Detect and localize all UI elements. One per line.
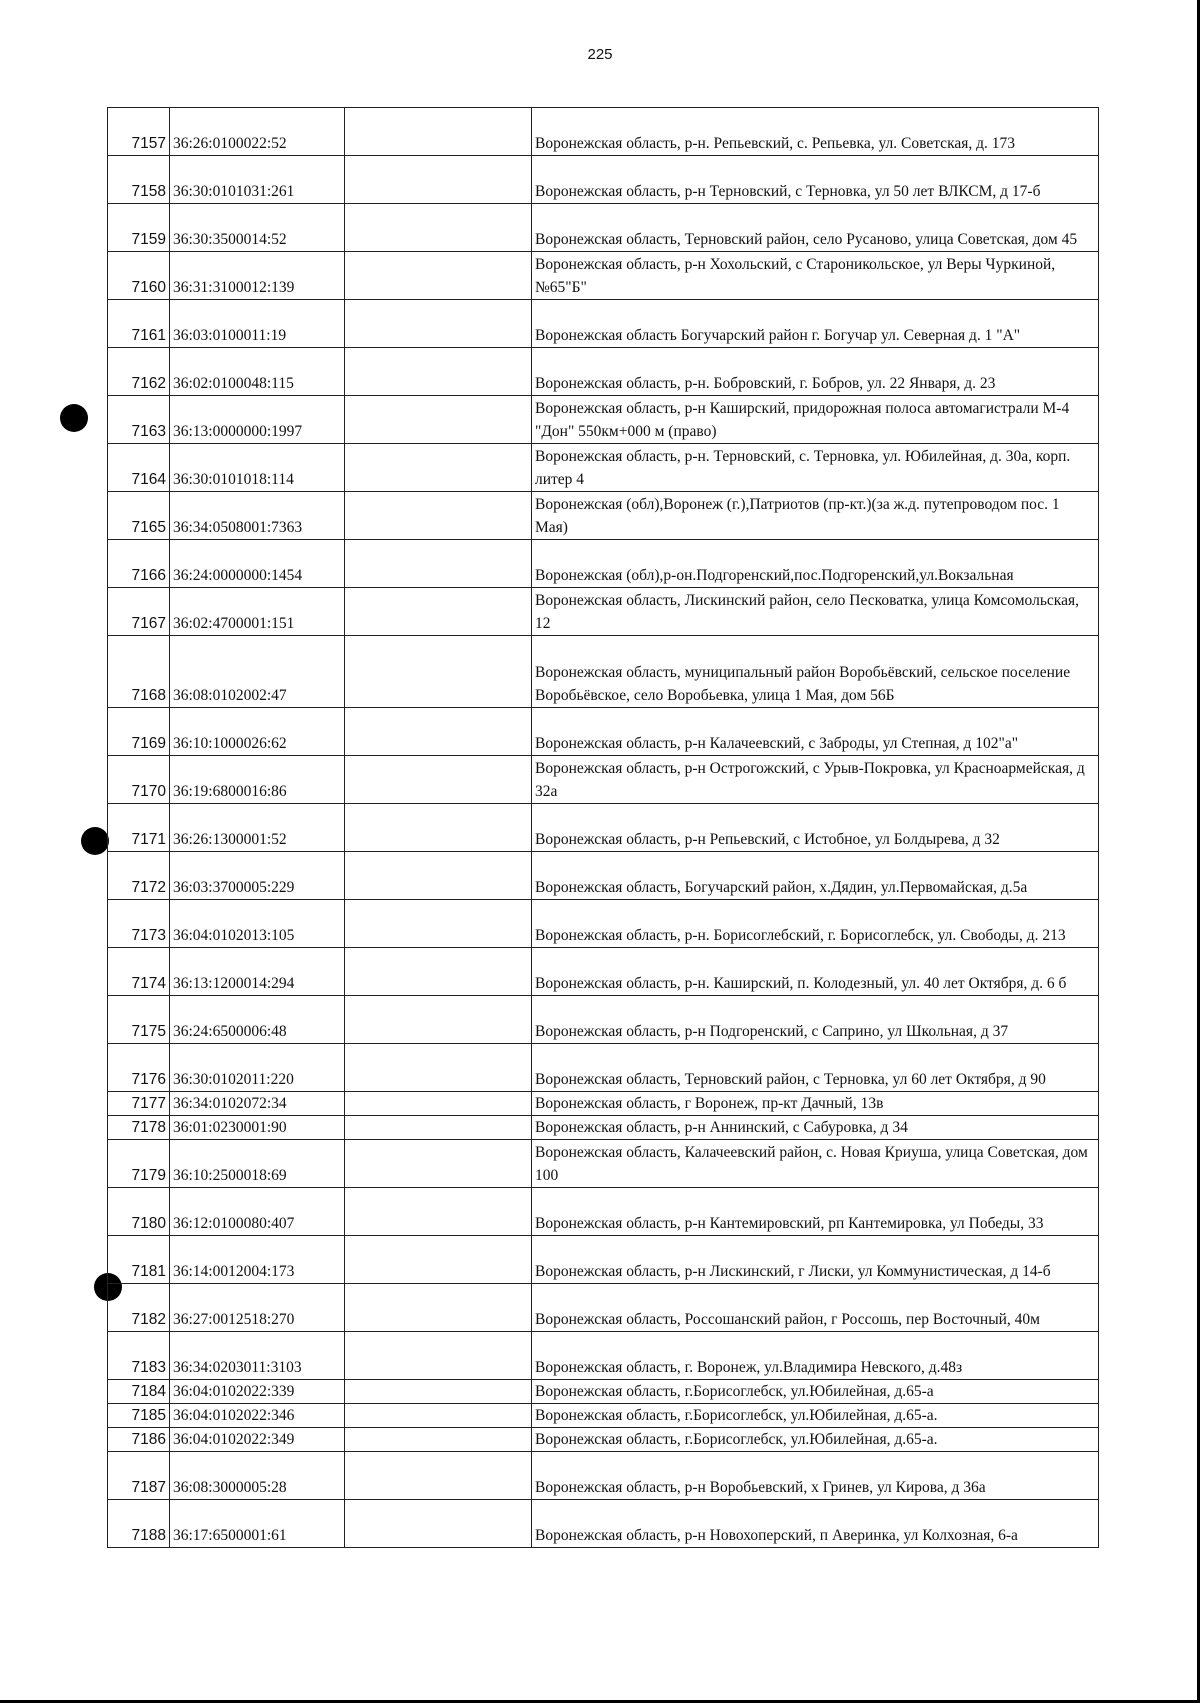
address: Воронежская (обл),Воронеж (г.),Патриотов (пр-кт.)(за ж.д. путепроводом пос. 1 Мая) (532, 492, 1099, 540)
cadastral-number: 36:30:0101018:114 (170, 444, 345, 492)
cadastral-number: 36:27:0012518:270 (170, 1284, 345, 1332)
address: Воронежская область, р-н Калачеевский, с Заброды, ул Степная, д 102"а" (532, 708, 1099, 756)
empty-cell (345, 900, 532, 948)
row-number: 7176 (108, 1044, 170, 1092)
empty-cell (345, 1188, 532, 1236)
table-row (108, 1428, 1099, 1452)
table-row (108, 1380, 1099, 1404)
empty-cell (345, 756, 532, 804)
empty-cell (345, 300, 532, 348)
address: Воронежская область, р-н Репьевский, с Истобное, ул Болдырева, д 32 (532, 804, 1099, 852)
table-row (108, 636, 1099, 708)
empty-cell (345, 252, 532, 300)
cadastral-number: 36:34:0203011:3103 (170, 1332, 345, 1380)
table-row (108, 852, 1099, 900)
row-number: 7158 (108, 156, 170, 204)
address: Воронежская область, Терновский район, с Терновка, ул 60 лет Октября, д 90 (532, 1044, 1099, 1092)
empty-cell (345, 636, 532, 708)
row-number: 7167 (108, 588, 170, 636)
empty-cell (345, 1284, 532, 1332)
cadastral-number: 36:19:6800016:86 (170, 756, 345, 804)
table-row (108, 900, 1099, 948)
cadastral-number: 36:10:1000026:62 (170, 708, 345, 756)
row-number: 7179 (108, 1140, 170, 1188)
table-row (108, 396, 1099, 444)
cadastral-number: 36:10:2500018:69 (170, 1140, 345, 1188)
empty-cell (345, 1452, 532, 1500)
cadastral-number: 36:24:6500006:48 (170, 996, 345, 1044)
cadastral-number: 36:34:0508001:7363 (170, 492, 345, 540)
row-number: 7170 (108, 756, 170, 804)
table-row (108, 1188, 1099, 1236)
table-row (108, 444, 1099, 492)
address: Воронежская область, р-н Каширский, придорожная полоса автомагистрали М-4 "Дон" 550км+000 м (право) (532, 396, 1099, 444)
table-row (108, 996, 1099, 1044)
empty-cell (345, 996, 532, 1044)
address: Воронежская область, р-н Воробьевский, х Гринев, ул Кирова, д 36а (532, 1452, 1099, 1500)
page-number: 225 (587, 46, 613, 63)
table-row (108, 1044, 1099, 1092)
cadastral-number: 36:24:0000000:1454 (170, 540, 345, 588)
table-row (108, 156, 1099, 204)
empty-cell (345, 1428, 532, 1452)
table-row (108, 1500, 1099, 1548)
table-row (108, 348, 1099, 396)
row-number: 7180 (108, 1188, 170, 1236)
cadastral-number: 36:17:6500001:61 (170, 1500, 345, 1548)
address: Воронежская область, г. Воронеж, ул.Владимира Невского, д.48з (532, 1332, 1099, 1380)
row-number: 7166 (108, 540, 170, 588)
empty-cell (345, 444, 532, 492)
empty-cell (345, 156, 532, 204)
table-row (108, 948, 1099, 996)
row-number: 7160 (108, 252, 170, 300)
cadastral-number: 36:30:0102011:220 (170, 1044, 345, 1092)
row-number: 7173 (108, 900, 170, 948)
cadastral-number: 36:08:0102002:47 (170, 636, 345, 708)
cadastral-number: 36:03:0100011:19 (170, 300, 345, 348)
row-number: 7184 (108, 1380, 170, 1404)
cadastral-number: 36:03:3700005:229 (170, 852, 345, 900)
table-row (108, 540, 1099, 588)
row-number: 7186 (108, 1428, 170, 1452)
row-number: 7161 (108, 300, 170, 348)
address: Воронежская область, р-н Острогожский, с Урыв-Покровка, ул Красноармейская, д 32а (532, 756, 1099, 804)
cadastral-number: 36:04:0102022:346 (170, 1404, 345, 1428)
address: Воронежская область, р-н Подгоренский, с Саприно, ул Школьная, д 37 (532, 996, 1099, 1044)
empty-cell (345, 1044, 532, 1092)
empty-cell (345, 1116, 532, 1140)
address: Воронежская область, г.Борисоглебск, ул.Юбилейная, д.65-а. (532, 1428, 1099, 1452)
row-number: 7177 (108, 1092, 170, 1116)
address: Воронежская область, р-н. Бобровский, г. Бобров, ул. 22 Января, д. 23 (532, 348, 1099, 396)
address: Воронежская область, р-н. Репьевский, с. Репьевка, ул. Советская, д. 173 (532, 108, 1099, 156)
cadastral-number: 36:14:0012004:173 (170, 1236, 345, 1284)
row-number: 7169 (108, 708, 170, 756)
table-row (108, 300, 1099, 348)
row-number: 7172 (108, 852, 170, 900)
empty-cell (345, 804, 532, 852)
row-number: 7181 (108, 1236, 170, 1284)
empty-cell (345, 1332, 532, 1380)
table-row (108, 1140, 1099, 1188)
cadastral-number: 36:34:0102072:34 (170, 1092, 345, 1116)
address: Воронежская область, г.Борисоглебск, ул.Юбилейная, д.65-а (532, 1380, 1099, 1404)
cadastral-number: 36:08:3000005:28 (170, 1452, 345, 1500)
address: Воронежская область, р-н. Терновский, с. Терновка, ул. Юбилейная, д. 30а, корп. литер 4 (532, 444, 1099, 492)
empty-cell (345, 492, 532, 540)
address: Воронежская область, р-н. Каширский, п. Колодезный, ул. 40 лет Октября, д. 6 б (532, 948, 1099, 996)
address: Воронежская область, Россошанский район, г Россошь, пер Восточный, 40м (532, 1284, 1099, 1332)
table-row (108, 708, 1099, 756)
empty-cell (345, 948, 532, 996)
address: Воронежская область, Лискинский район, село Песковатка, улица Комсомольская, 12 (532, 588, 1099, 636)
registry-table (107, 107, 1099, 1548)
row-number: 7178 (108, 1116, 170, 1140)
address: Воронежская область, муниципальный район Воробьёвский, сельское поселение Воробьёвское, село Воробьевка, улица 1 Мая, дом 56Б (532, 636, 1099, 708)
cadastral-number: 36:26:0100022:52 (170, 108, 345, 156)
empty-cell (345, 1092, 532, 1116)
row-number: 7175 (108, 996, 170, 1044)
empty-cell (345, 204, 532, 252)
empty-cell (345, 1500, 532, 1548)
row-number: 7159 (108, 204, 170, 252)
empty-cell (345, 1380, 532, 1404)
address: Воронежская (обл),р-он.Подгоренский,пос.Подгоренский,ул.Вокзальная (532, 540, 1099, 588)
cadastral-number: 36:04:0102013:105 (170, 900, 345, 948)
row-number: 7185 (108, 1404, 170, 1428)
address: Воронежская область, Терновский район, село Русаново, улица Советская, дом 45 (532, 204, 1099, 252)
address: Воронежская область, р-н Терновский, с Терновка, ул 50 лет ВЛКСМ, д 17-б (532, 156, 1099, 204)
cadastral-number: 36:30:3500014:52 (170, 204, 345, 252)
cadastral-number: 36:12:0100080:407 (170, 1188, 345, 1236)
row-number: 7165 (108, 492, 170, 540)
cadastral-number: 36:30:0101031:261 (170, 156, 345, 204)
row-number: 7168 (108, 636, 170, 708)
punch-hole-mark (60, 404, 88, 432)
address: Воронежская область, Богучарский район, х.Дядин, ул.Первомайская, д.5а (532, 852, 1099, 900)
empty-cell (345, 348, 532, 396)
empty-cell (345, 396, 532, 444)
cadastral-number: 36:02:0100048:115 (170, 348, 345, 396)
row-number: 7157 (108, 108, 170, 156)
row-number: 7182 (108, 1284, 170, 1332)
table-row (108, 492, 1099, 540)
punch-hole-mark (81, 827, 109, 855)
empty-cell (345, 588, 532, 636)
cadastral-number: 36:26:1300001:52 (170, 804, 345, 852)
row-number: 7188 (108, 1500, 170, 1548)
address: Воронежская область, р-н Аннинский, с Сабуровка, д 34 (532, 1116, 1099, 1140)
empty-cell (345, 852, 532, 900)
row-number: 7174 (108, 948, 170, 996)
row-number: 7183 (108, 1332, 170, 1380)
table-row (108, 1284, 1099, 1332)
address: Воронежская область, р-н Хохольский, с Староникольское, ул Веры Чуркиной, №65"Б" (532, 252, 1099, 300)
table-row (108, 588, 1099, 636)
table-row (108, 756, 1099, 804)
cadastral-number: 36:13:1200014:294 (170, 948, 345, 996)
address: Воронежская область, р-н Новохоперский, п Аверинка, ул Колхозная, 6-а (532, 1500, 1099, 1548)
table-row (108, 1404, 1099, 1428)
row-number: 7187 (108, 1452, 170, 1500)
cadastral-number: 36:04:0102022:339 (170, 1380, 345, 1404)
empty-cell (345, 1404, 532, 1428)
table-row (108, 1236, 1099, 1284)
cadastral-number: 36:13:0000000:1997 (170, 396, 345, 444)
cadastral-number: 36:02:4700001:151 (170, 588, 345, 636)
address: Воронежская область, р-н Лискинский, г Лиски, ул Коммунистическая, д 14-б (532, 1236, 1099, 1284)
table-row (108, 1116, 1099, 1140)
row-number: 7171 (108, 804, 170, 852)
cadastral-number: 36:31:3100012:139 (170, 252, 345, 300)
table-row (108, 1092, 1099, 1116)
address: Воронежская область, г Воронеж, пр-кт Дачный, 13в (532, 1092, 1099, 1116)
cadastral-number: 36:04:0102022:349 (170, 1428, 345, 1452)
empty-cell (345, 540, 532, 588)
address: Воронежская область, г.Борисоглебск, ул.Юбилейная, д.65-а. (532, 1404, 1099, 1428)
table-row (108, 252, 1099, 300)
table-row (108, 1452, 1099, 1500)
address: Воронежская область Богучарский район г. Богучар ул. Северная д. 1 "А" (532, 300, 1099, 348)
table-row (108, 204, 1099, 252)
address: Воронежская область, Калачеевский район, с. Новая Криуша, улица Советская, дом 100 (532, 1140, 1099, 1188)
empty-cell (345, 708, 532, 756)
row-number: 7164 (108, 444, 170, 492)
address: Воронежская область, р-н Кантемировский, рп Кантемировка, ул Победы, 33 (532, 1188, 1099, 1236)
table-row (108, 1332, 1099, 1380)
row-number: 7163 (108, 396, 170, 444)
table-row (108, 108, 1099, 156)
empty-cell (345, 1140, 532, 1188)
table-row (108, 804, 1099, 852)
address: Воронежская область, р-н. Борисоглебский, г. Борисоглебск, ул. Свободы, д. 213 (532, 900, 1099, 948)
row-number: 7162 (108, 348, 170, 396)
empty-cell (345, 108, 532, 156)
empty-cell (345, 1236, 532, 1284)
cadastral-number: 36:01:0230001:90 (170, 1116, 345, 1140)
